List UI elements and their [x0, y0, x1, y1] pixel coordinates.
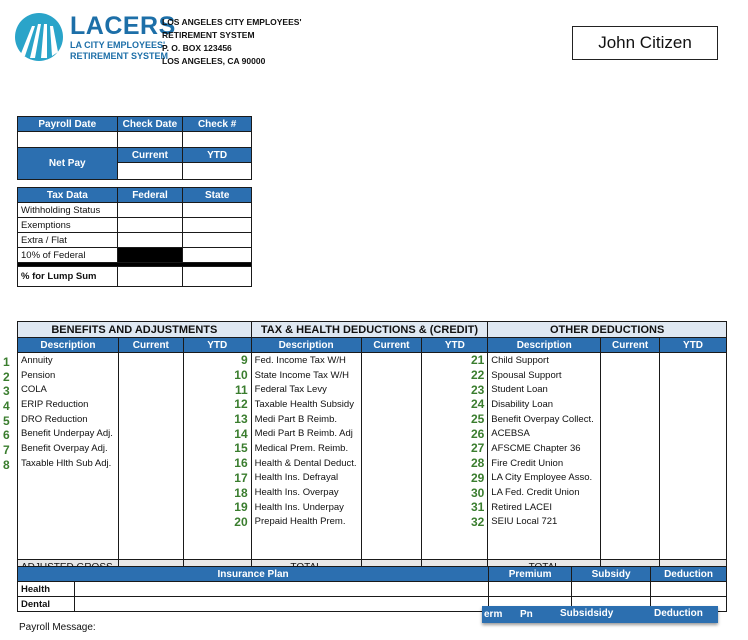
other-current [601, 353, 660, 368]
deduction-header: Deduction [651, 567, 727, 582]
overlay-header-fragment [482, 606, 718, 623]
lacers-logo [14, 12, 64, 62]
other-ytd [660, 382, 727, 397]
benefit-number: 2 [3, 369, 10, 384]
other-ytd [660, 485, 727, 500]
other-deduction-description: Retired LACEI [488, 500, 601, 515]
other-deduction-description: AFSCME Chapter 36 [488, 441, 601, 456]
return-address [162, 16, 301, 68]
benefit-number: 1 [3, 355, 10, 369]
tax-data-header: Tax Data [18, 188, 118, 203]
column-header: Description [488, 338, 601, 353]
deduction-number: 9 [183, 353, 251, 368]
benefit-current [118, 368, 183, 383]
benefit-number: 3 [3, 384, 10, 399]
benefit-current [118, 412, 183, 427]
state-header: State [183, 188, 252, 203]
benefit-current [118, 500, 183, 515]
benefit-current [118, 382, 183, 397]
benefit-description: Benefit Overpay Adj. [18, 441, 119, 456]
benefit-number: 5 [3, 413, 10, 428]
column-header: Description [251, 338, 361, 353]
overlay-text: Deduction [654, 608, 703, 619]
tax-health-description: Health Ins. Overpay [251, 485, 361, 500]
benefit-description: Benefit Underpay Adj. [18, 426, 119, 441]
benefit-current [118, 441, 183, 456]
tax-health-current [361, 353, 422, 368]
benefit-description: DRO Reduction [18, 412, 119, 427]
other-deduction-number: 21 [422, 353, 488, 368]
tax-health-description: Health & Dental Deduct. [251, 456, 361, 471]
other-deduction-description: Fire Credit Union [488, 456, 601, 471]
tax-health-description: Medi Part B Reimb. [251, 412, 361, 427]
other-deduction-number: 26 [422, 426, 488, 441]
benefit-description [18, 500, 119, 515]
column-header: YTD [660, 338, 727, 353]
payroll-date-header: Payroll Date [18, 117, 118, 132]
other-deduction-description: Student Loan [488, 382, 601, 397]
exemptions-label: Exemptions [18, 218, 118, 233]
tax-health-current [361, 456, 422, 471]
address-line: LOS ANGELES, CA 90000 [162, 56, 266, 66]
other-deduction-number: 28 [422, 456, 488, 471]
other-deduction-description: SEIU Local 721 [488, 515, 601, 530]
other-ytd [660, 397, 727, 412]
other-deduction-number: 24 [422, 397, 488, 412]
benefit-description: ERIP Reduction [18, 397, 119, 412]
net-pay-ytd-header: YTD [183, 148, 252, 163]
tax-health-current [361, 382, 422, 397]
benefit-number: 6 [3, 428, 10, 443]
deduction-number: 13 [183, 412, 251, 427]
other-deduction-description: LA City Employee Asso. [488, 471, 601, 486]
benefit-number: 7 [3, 443, 10, 458]
other-ytd [660, 515, 727, 530]
deductions-table [17, 321, 727, 576]
address-line: RETIREMENT SYSTEM [162, 30, 255, 40]
payee-name-box [572, 26, 718, 60]
tax-health-current [361, 426, 422, 441]
tax-health-description: Medical Prem. Reimb. [251, 441, 361, 456]
other-current [601, 471, 660, 486]
other-current [601, 397, 660, 412]
other-ytd [660, 353, 727, 368]
benefit-current [118, 353, 183, 368]
overlay-text: Pn [520, 609, 533, 620]
health-label: Health [18, 582, 75, 597]
column-header: Current [118, 338, 183, 353]
premium-header: Premium [489, 567, 572, 582]
overlay-text: Subsidsidy [560, 608, 614, 619]
benefit-current [118, 485, 183, 500]
check-date-header: Check Date [117, 117, 183, 132]
net-pay-label: Net Pay [18, 148, 118, 180]
other-deduction-number: 29 [422, 471, 488, 486]
column-header: Current [601, 338, 660, 353]
tax-health-section-header: TAX & HEALTH DEDUCTIONS & (CREDIT) [251, 322, 488, 338]
benefit-number: 4 [3, 399, 10, 414]
other-ytd [660, 471, 727, 486]
tax-health-description: Prepaid Health Prem. [251, 515, 361, 530]
other-current [601, 441, 660, 456]
other-ytd [660, 500, 727, 515]
deduction-number: 16 [183, 456, 251, 471]
other-ytd [660, 426, 727, 441]
tax-health-current [361, 515, 422, 530]
benefit-number: 8 [3, 457, 10, 472]
pay-dates-table [17, 116, 252, 180]
payroll-message-label: Payroll Message: [19, 622, 96, 633]
subsidy-header: Subsidy [572, 567, 651, 582]
other-deduction-number: 30 [422, 485, 488, 500]
benefit-description [18, 471, 119, 486]
tax-health-description: Federal Tax Levy [251, 382, 361, 397]
withholding-status-label: Withholding Status [18, 203, 118, 218]
tax-health-current [361, 412, 422, 427]
insurance-plan-header: Insurance Plan [18, 567, 489, 582]
other-current [601, 485, 660, 500]
benefits-section-header: BENEFITS AND ADJUSTMENTS [18, 322, 252, 338]
other-ytd [660, 441, 727, 456]
logo-subtitle-1: LA CITY EMPLOYEES' [70, 40, 166, 50]
other-deduction-description: ACEBSA [488, 426, 601, 441]
extra-flat-label: Extra / Flat [18, 233, 118, 248]
benefit-description [18, 515, 119, 530]
column-header: YTD [183, 338, 251, 353]
other-deduction-number: 23 [422, 382, 488, 397]
other-deduction-description: Benefit Overpay Collect. [488, 412, 601, 427]
benefit-description: COLA [18, 382, 119, 397]
tax-health-current [361, 441, 422, 456]
address-line: P. O. BOX 123456 [162, 43, 232, 53]
benefit-current [118, 515, 183, 530]
other-deduction-number: 31 [422, 500, 488, 515]
tax-data-table [17, 187, 252, 287]
benefit-current [118, 456, 183, 471]
other-current [601, 368, 660, 383]
benefit-description: Taxable Hlth Sub Adj. [18, 456, 119, 471]
column-header: Description [18, 338, 119, 353]
deduction-number: 20 [183, 515, 251, 530]
benefit-current [118, 397, 183, 412]
deduction-number: 11 [183, 382, 251, 397]
other-deduction-description: Spousal Support [488, 368, 601, 383]
tax-health-description: Medi Part B Reimb. Adj [251, 426, 361, 441]
other-ytd [660, 412, 727, 427]
ten-percent-federal-label: 10% of Federal [18, 248, 118, 263]
deduction-number: 19 [183, 500, 251, 515]
deduction-number: 14 [183, 426, 251, 441]
net-pay-current-header: Current [117, 148, 183, 163]
deduction-number: 12 [183, 397, 251, 412]
deduction-number: 17 [183, 471, 251, 486]
benefit-description: Annuity [18, 353, 119, 368]
dental-label: Dental [18, 597, 75, 612]
other-current [601, 456, 660, 471]
federal-header: Federal [117, 188, 183, 203]
tax-health-current [361, 485, 422, 500]
other-deduction-description: LA Fed. Credit Union [488, 485, 601, 500]
tax-health-current [361, 397, 422, 412]
benefit-description: Pension [18, 368, 119, 383]
other-ytd [660, 456, 727, 471]
benefit-current [118, 426, 183, 441]
other-deduction-description: Disability Loan [488, 397, 601, 412]
tax-health-description: State Income Tax W/H [251, 368, 361, 383]
check-number-header: Check # [183, 117, 252, 132]
tax-health-current [361, 500, 422, 515]
column-header: YTD [422, 338, 488, 353]
other-deduction-number: 22 [422, 368, 488, 383]
deduction-number: 18 [183, 485, 251, 500]
other-deduction-number: 27 [422, 441, 488, 456]
column-header: Current [361, 338, 422, 353]
other-deduction-number: 32 [422, 515, 488, 530]
tax-health-description: Health Ins. Defrayal [251, 471, 361, 486]
benefit-description [18, 485, 119, 500]
other-deduction-number: 25 [422, 412, 488, 427]
other-ytd [660, 368, 727, 383]
other-current [601, 500, 660, 515]
tax-health-description: Health Ins. Underpay [251, 500, 361, 515]
payee-name: John Citizen [598, 33, 692, 52]
overlay-text: erm [484, 609, 503, 620]
logo-subtitle-2: RETIREMENT SYSTEM [70, 51, 169, 61]
deduction-number: 15 [183, 441, 251, 456]
other-deduction-description: Child Support [488, 353, 601, 368]
tax-health-description: Taxable Health Subsidy [251, 397, 361, 412]
other-current [601, 426, 660, 441]
other-deductions-section-header: OTHER DEDUCTIONS [488, 322, 727, 338]
address-line: LOS ANGELES CITY EMPLOYEES' [162, 17, 302, 27]
other-current [601, 412, 660, 427]
lump-sum-label: % for Lump Sum [18, 267, 118, 287]
tax-health-description: Fed. Income Tax W/H [251, 353, 361, 368]
tax-health-current [361, 368, 422, 383]
logo-wordmark: LACERS [70, 12, 176, 40]
benefit-current [118, 471, 183, 486]
tax-health-current [361, 471, 422, 486]
other-current [601, 515, 660, 530]
other-current [601, 382, 660, 397]
deduction-number: 10 [183, 368, 251, 383]
